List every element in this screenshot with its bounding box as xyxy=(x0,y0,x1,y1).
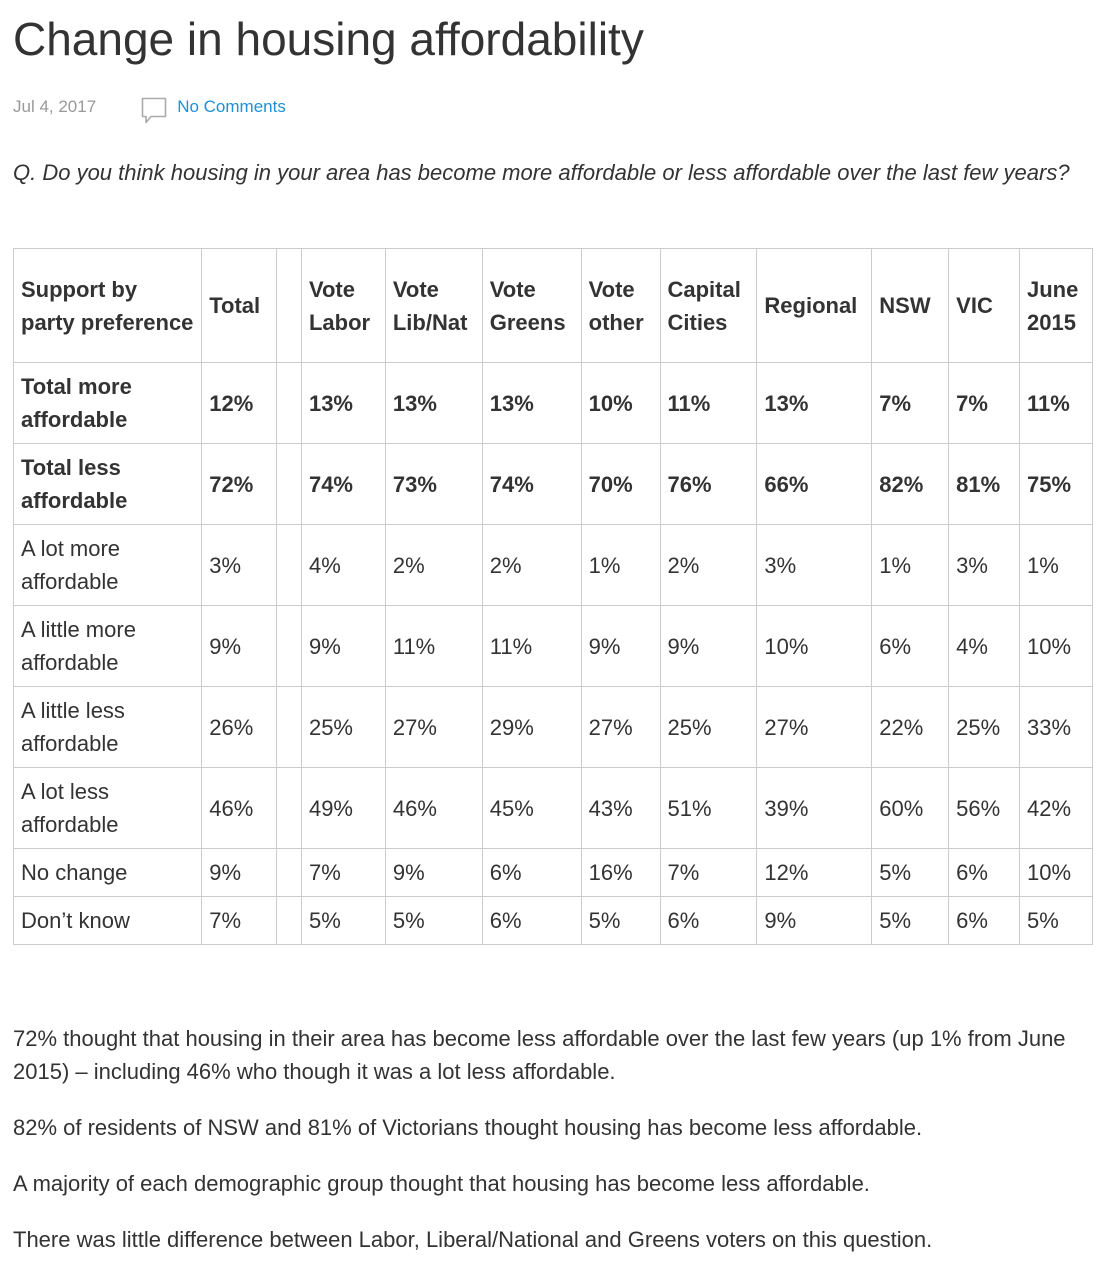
post-meta xyxy=(13,93,286,121)
table-cell: 42% xyxy=(1020,768,1093,849)
table-cell: 6% xyxy=(949,849,1020,897)
column-header: Vote Labor xyxy=(301,249,385,363)
table-cell: 81% xyxy=(949,444,1020,525)
table-cell: 10% xyxy=(581,363,660,444)
row-label: Don’t know xyxy=(14,897,202,945)
summary-paragraph: There was little difference between Labor, Liberal/National and Greens voters on this question. xyxy=(13,1227,933,1252)
table-cell: 11% xyxy=(1020,363,1093,444)
table-cell xyxy=(277,897,302,945)
column-header: Vote Lib/Nat xyxy=(385,249,482,363)
page-title: Change in housing affordability xyxy=(13,13,644,65)
table-row xyxy=(14,606,1093,687)
table-cell: 43% xyxy=(581,768,660,849)
table-cell: 7% xyxy=(301,849,385,897)
table-cell: 82% xyxy=(872,444,949,525)
column-header: Support by party preference xyxy=(14,249,202,363)
table-cell: 10% xyxy=(1020,849,1093,897)
table-cell: 5% xyxy=(301,897,385,945)
column-header: Capital Cities xyxy=(660,249,757,363)
table-cell: 11% xyxy=(660,363,757,444)
post-date: Jul 4, 2017 xyxy=(13,97,97,116)
table-cell: 12% xyxy=(202,363,277,444)
table-cell: 56% xyxy=(949,768,1020,849)
column-header: Vote Greens xyxy=(482,249,581,363)
column-header xyxy=(277,249,302,363)
table-cell: 13% xyxy=(301,363,385,444)
table-row xyxy=(14,363,1093,444)
table-cell: 10% xyxy=(1020,606,1093,687)
table-cell: 70% xyxy=(581,444,660,525)
column-header: Total xyxy=(202,249,277,363)
table-cell: 16% xyxy=(581,849,660,897)
table-cell xyxy=(277,606,302,687)
table-cell: 9% xyxy=(660,606,757,687)
table-cell: 74% xyxy=(482,444,581,525)
table-cell: 10% xyxy=(757,606,872,687)
table-cell: 46% xyxy=(385,768,482,849)
table-cell: 73% xyxy=(385,444,482,525)
table-cell: 6% xyxy=(660,897,757,945)
table-cell: 6% xyxy=(872,606,949,687)
table-cell: 75% xyxy=(1020,444,1093,525)
table-cell: 4% xyxy=(301,525,385,606)
table-cell: 1% xyxy=(1020,525,1093,606)
speech-bubble-icon[interactable] xyxy=(141,97,167,125)
table-cell: 11% xyxy=(385,606,482,687)
table-cell: 60% xyxy=(872,768,949,849)
results-table xyxy=(13,248,1093,945)
row-label: A little more affordable xyxy=(14,606,202,687)
table-cell: 66% xyxy=(757,444,872,525)
table-cell: 39% xyxy=(757,768,872,849)
table-cell: 27% xyxy=(581,687,660,768)
table-cell: 74% xyxy=(301,444,385,525)
table-cell: 2% xyxy=(482,525,581,606)
table-row xyxy=(14,897,1093,945)
table-cell: 5% xyxy=(581,897,660,945)
table-cell: 13% xyxy=(482,363,581,444)
row-label: No change xyxy=(14,849,202,897)
table-cell: 9% xyxy=(202,849,277,897)
table-cell: 5% xyxy=(1020,897,1093,945)
table-cell: 29% xyxy=(482,687,581,768)
table-row xyxy=(14,687,1093,768)
table-cell: 76% xyxy=(660,444,757,525)
table-cell xyxy=(277,444,302,525)
table-cell: 5% xyxy=(872,849,949,897)
summary-paragraph: 82% of residents of NSW and 81% of Victorians thought housing has become less affordable. xyxy=(13,1115,923,1140)
table-cell: 25% xyxy=(660,687,757,768)
table-cell: 6% xyxy=(482,897,581,945)
row-label: Total less affordable xyxy=(14,444,202,525)
table-row xyxy=(14,444,1093,525)
table-cell: 25% xyxy=(301,687,385,768)
table-cell: 11% xyxy=(482,606,581,687)
table-cell: 27% xyxy=(757,687,872,768)
table-cell: 7% xyxy=(872,363,949,444)
column-header: June 2015 xyxy=(1020,249,1093,363)
table-cell xyxy=(277,849,302,897)
table-cell: 1% xyxy=(581,525,660,606)
table-cell: 7% xyxy=(202,897,277,945)
table-cell: 9% xyxy=(581,606,660,687)
table-cell: 9% xyxy=(301,606,385,687)
table-cell: 49% xyxy=(301,768,385,849)
column-header: Vote other xyxy=(581,249,660,363)
table-row xyxy=(14,849,1093,897)
row-label: Total more affordable xyxy=(14,363,202,444)
table-cell: 22% xyxy=(872,687,949,768)
table-cell: 7% xyxy=(949,363,1020,444)
summary-paragraph: 72% thought that housing in their area has become less affordable over the last few years (up 1% from June 2015) – including 46% who though it was a lot less affordable. xyxy=(13,1026,1066,1084)
row-label: A lot more affordable xyxy=(14,525,202,606)
table-cell: 26% xyxy=(202,687,277,768)
table-cell: 46% xyxy=(202,768,277,849)
summary-text xyxy=(13,1022,1088,1279)
table-cell: 33% xyxy=(1020,687,1093,768)
table-cell: 51% xyxy=(660,768,757,849)
table-cell: 6% xyxy=(482,849,581,897)
table-cell: 13% xyxy=(385,363,482,444)
table-cell xyxy=(277,363,302,444)
table-cell: 13% xyxy=(757,363,872,444)
table-cell: 12% xyxy=(757,849,872,897)
table-row xyxy=(14,768,1093,849)
summary-paragraph: A majority of each demographic group thought that housing has become less affordable. xyxy=(13,1171,870,1196)
table-header-row xyxy=(14,249,1093,363)
table-cell: 27% xyxy=(385,687,482,768)
table-cell: 3% xyxy=(202,525,277,606)
table-cell xyxy=(277,525,302,606)
comments-link[interactable]: No Comments xyxy=(177,97,286,116)
table-cell: 3% xyxy=(757,525,872,606)
table-cell: 6% xyxy=(949,897,1020,945)
table-cell: 9% xyxy=(202,606,277,687)
table-cell: 2% xyxy=(660,525,757,606)
table-row xyxy=(14,525,1093,606)
table-cell xyxy=(277,687,302,768)
row-label: A little less affordable xyxy=(14,687,202,768)
table-cell: 5% xyxy=(385,897,482,945)
table-cell: 3% xyxy=(949,525,1020,606)
table-cell: 25% xyxy=(949,687,1020,768)
table-cell: 7% xyxy=(660,849,757,897)
table-cell: 1% xyxy=(872,525,949,606)
column-header: VIC xyxy=(949,249,1020,363)
table-cell: 9% xyxy=(385,849,482,897)
row-label: A lot less affordable xyxy=(14,768,202,849)
column-header: NSW xyxy=(872,249,949,363)
table-cell: 2% xyxy=(385,525,482,606)
table-cell xyxy=(277,768,302,849)
survey-question: Q. Do you think housing in your area has become more affordable or less affordable over the last few years? xyxy=(13,160,1070,185)
table-cell: 5% xyxy=(872,897,949,945)
table-cell: 45% xyxy=(482,768,581,849)
table-cell: 4% xyxy=(949,606,1020,687)
column-header: Regional xyxy=(757,249,872,363)
table-cell: 9% xyxy=(757,897,872,945)
table-cell: 72% xyxy=(202,444,277,525)
